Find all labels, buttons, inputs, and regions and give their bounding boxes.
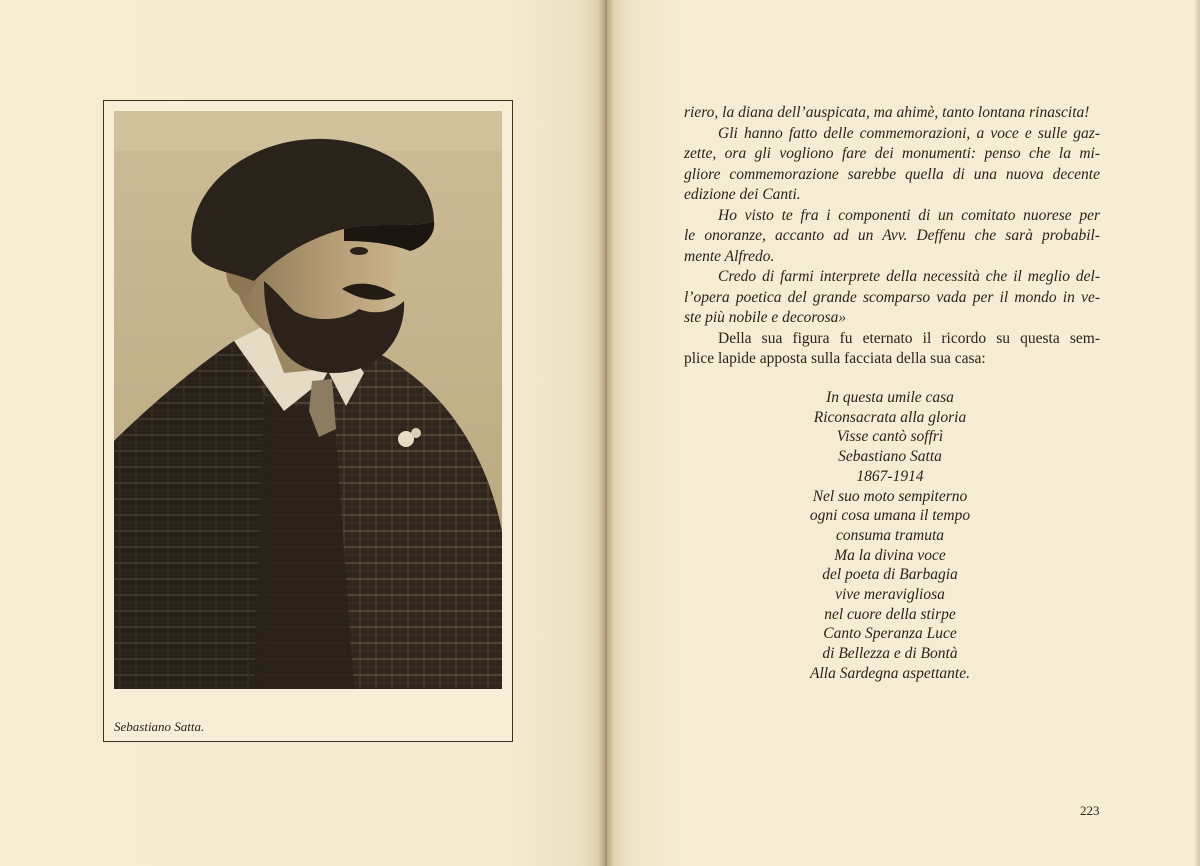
epitaph-line: Riconsacrata alla gloria <box>813 408 967 426</box>
epitaph-line: consuma tramuta <box>835 526 945 544</box>
body-text-line: riero, la diana dell’auspicata, ma ahimè, tanto lontana rinascita! <box>684 104 1090 121</box>
body-text-line: Credo di farmi interprete della necessità che il meglio del- <box>718 268 1100 285</box>
photo-frame <box>103 100 513 742</box>
epitaph-line: In questa umile casa <box>826 389 954 406</box>
body-text-line: plice lapide apposta sulla facciata della sua casa: <box>684 350 986 367</box>
portrait-illustration <box>114 111 502 689</box>
body-text-line: Gli hanno fatto delle commemorazioni, a voce e sulle gaz- <box>718 124 1100 142</box>
epitaph-line: Nel suo moto sempiterno <box>812 487 968 505</box>
body-text-line: Della sua figura fu eternato il ricordo su questa sem- <box>718 329 1100 347</box>
epitaph-line: nel cuore della stirpe <box>824 605 956 623</box>
body-text-line: zette, ora gli vogliono fare dei monumenti: penso che la mi- <box>684 145 1100 162</box>
body-text <box>684 103 1100 370</box>
book-gutter <box>598 0 614 866</box>
page-edge <box>1194 0 1200 866</box>
epitaph-inscription <box>740 388 1040 684</box>
epitaph-line: Canto Speranza Luce <box>823 625 957 643</box>
photo-caption: Sebastiano Satta. <box>114 719 205 734</box>
epitaph-line: 1867-1914 <box>856 467 924 485</box>
epitaph-line: del poeta di Barbagia <box>822 566 958 584</box>
epitaph-line: vive meravigliosa <box>835 586 945 604</box>
portrait-photo <box>114 111 502 689</box>
body-text-line: mente Alfredo. <box>684 247 775 265</box>
body-text-line: Ho visto te fra i componenti di un comitato nuorese per <box>718 206 1100 224</box>
epitaph-line: Visse cantò soffrì <box>836 428 944 446</box>
epitaph-line: Alla Sardegna aspettante. <box>809 664 970 682</box>
body-text-line: le onoranze, accanto ad un Avv. Deffenu che sarà probabil- <box>684 227 1100 244</box>
epitaph-line: Ma la divina voce <box>834 546 946 564</box>
body-text-line: l’opera poetica del grande scomparso vada per il mondo in ve- <box>684 288 1100 306</box>
body-text-line: ste più nobile e decorosa» <box>684 309 847 326</box>
body-text-line: gliore commemorazione sarebbe quella di una nuova decente <box>684 165 1100 183</box>
page-number: 223 <box>1080 803 1100 818</box>
epitaph-line: di Bellezza e di Bontà <box>822 645 958 663</box>
epitaph-line: Sebastiano Satta <box>838 448 942 466</box>
epitaph-line: ogni cosa umana il tempo <box>809 507 971 525</box>
body-text-line: edizione dei Canti. <box>684 186 801 203</box>
